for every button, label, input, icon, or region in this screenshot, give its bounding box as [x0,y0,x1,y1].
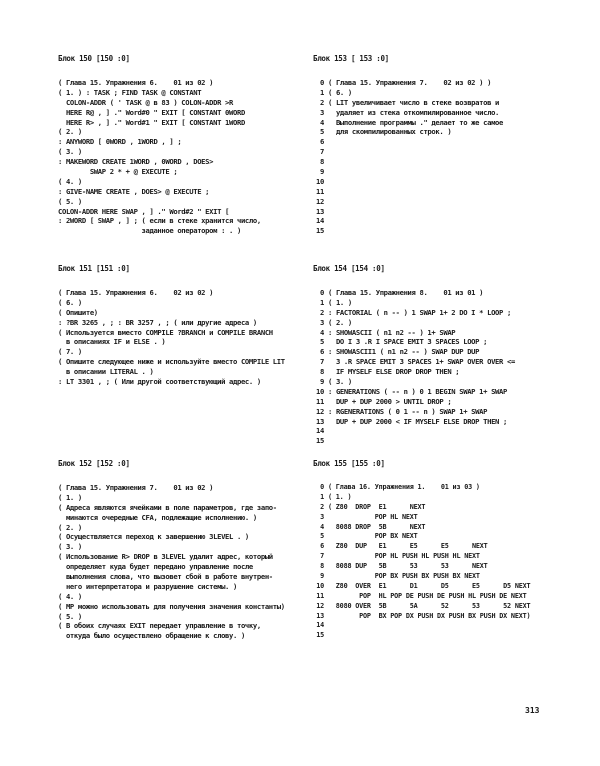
line-text: ( Опишите) [58,307,98,317]
line-text: ( Адреса являются ячейками в поле параметров, где запо- [58,502,277,512]
line-text: в описании LITERAL . ) [58,367,154,377]
block-lines [58,288,313,387]
code-line [58,503,313,513]
code-line [313,157,568,167]
line-text: ( 4. ) [58,591,82,601]
line-text: ( MP можно использовать для получения значения константы) [58,601,285,611]
line-text: ( 2. ) [58,522,82,532]
block-header: Блок 155 [155 :0] [313,459,385,468]
code-line [313,631,568,641]
line-text: DUP + DUP 2000 > UNTIL DROP ; [328,396,452,406]
line-text: откуда было осуществлено обращение к слову. ) [58,631,245,641]
code-line [58,542,313,552]
line-text: ( Используется вместо COMPILE ?BRANCH и COMPILE BRANCH [58,327,273,337]
code-line [313,572,568,582]
code-line [58,328,313,338]
code-line [313,216,568,226]
line-text: COLON-ADDR HERE SWAP , ] ." Word#2 " EXIT [ [58,206,230,216]
line-text: минаются очередные CFA, подлежащие исполнению. ) [58,512,257,522]
line-text: : 2WORD [ SWAP , ] ; ( если в стеке хранится число, [58,216,261,226]
line-text: ( 3. ) [58,147,82,157]
code-line [313,167,568,177]
code-line [58,108,313,118]
code-line [313,621,568,631]
line-number: 11 [316,186,324,196]
line-number: 8 [320,157,324,167]
code-line [58,318,313,328]
code-line [58,523,313,533]
code-line [313,127,568,137]
line-text: ( Глава 15. Упражнения 7. 02 из 02 ) ) [328,78,492,87]
line-text: : ANYWORD [ 0WORD , 1WORD , ] ; [58,137,182,147]
code-line [58,357,313,367]
line-number: 4 [320,327,324,337]
line-number: 13 [316,416,324,426]
line-number: 7 [320,357,324,367]
code-line [313,582,568,592]
code-line [313,226,568,236]
line-text: Z80 DUP E1 E5 E5 NEXT [328,542,488,551]
line-number: 15 [316,436,324,446]
code-line [58,298,313,308]
line-text: DUP + DUP 2000 < IF MYSELF ELSE DROP THEN ; [328,416,507,426]
code-line [58,207,313,217]
code-line [58,157,313,167]
line-text: ( LIT увеличивает число в стеке возвратов и [328,97,500,107]
line-number: 1 [320,87,324,97]
line-text: ( Глава 15. Упражнения 6. 01 из 02 ) [58,78,214,87]
code-line [313,407,568,417]
line-number: 0 [320,483,324,491]
line-text: ( 1. ) [328,297,352,307]
code-line [313,426,568,436]
line-text: ( 3. ) [328,377,352,387]
line-text: для скомпилированных строк. ) [328,127,452,137]
code-line [313,436,568,446]
line-text: ( 3. ) [58,542,82,552]
line-text: : RGENERATIONS ( 0 1 -- n ) SWAP 1+ SWAP [328,406,488,416]
code-line [58,187,313,197]
code-line [58,216,313,226]
line-text: выполнения слова, что вызовет сбой в работе внутрен- [58,572,273,582]
block-155 [313,459,568,641]
code-line [313,493,568,503]
code-line [313,367,568,377]
line-text: : GENERATIONS ( -- n ) 0 1 BEGIN SWAP 1+ SWAP [328,386,507,396]
line-text: 8080 OVER 5B 5A 52 53 52 NEXT [328,601,531,610]
block-lines [313,78,568,236]
code-line [313,88,568,98]
line-number: 14 [316,621,324,630]
line-number: 14 [316,216,324,226]
code-line [313,483,568,493]
line-number: 10 [316,581,324,590]
line-number: 15 [316,226,324,236]
line-text: ( Глава 15. Упражнения 6. 02 из 02 ) [58,288,214,297]
line-number: 9 [320,167,324,177]
line-text: POP BX POP DX PUSH DX PUSH BX PUSH DX NEXT) [328,611,531,620]
line-text: ( 4. ) [58,176,82,186]
line-text: него интерпретатора и разрушение системы. ) [58,581,237,591]
code-line [58,197,313,207]
line-text: ( 2. ) [58,127,82,137]
line-text: POP HL PUSH HL PUSH HL NEXT [328,552,480,561]
block-header: Блок 152 [152 :0] [58,459,130,468]
code-line [58,621,313,631]
block-header: Блок 150 [150 :0] [58,54,130,63]
line-text: Z80 OVER E1 D1 D5 E5 D5 NEXT [328,581,531,590]
line-number: 12 [316,601,324,610]
line-number: 7 [320,147,324,157]
block-152 [58,459,313,641]
code-line [313,592,568,602]
line-text: POP BX PUSH BX PUSH BX NEXT [328,572,480,581]
code-line [58,308,313,318]
code-line [313,298,568,308]
line-text: : LT 3301 , ; ( Или другой соответствующий адрес. ) [58,377,261,387]
code-line [313,552,568,562]
line-number: 3 [320,317,324,327]
line-number: 3 [320,512,324,521]
line-text: DO I 3 .R I SPACE EMIT 3 SPACES LOOP ; [328,337,488,347]
line-text: в описаниях IF и ELSE . ) [58,337,166,347]
line-number: 10 [316,386,324,396]
line-number: 15 [316,631,324,640]
code-line [58,167,313,177]
code-line [58,572,313,582]
line-text: ( В обоих случаях EXIT передает управление в точку, [58,621,261,631]
code-line [313,612,568,622]
line-text: : SHOWASCII1 ( n1 n2 -- ) SWAP DUP DUP [328,347,480,357]
block-151 [58,264,313,387]
line-number: 4 [320,117,324,127]
block-header: Блок 153 [ 153 :0] [313,54,389,63]
code-line [313,503,568,513]
code-line [313,108,568,118]
line-text: ( 2. ) [328,317,352,327]
block-150 [58,54,313,236]
line-text: ( 5. ) [58,611,82,621]
code-line [58,137,313,147]
code-line [313,337,568,347]
code-line [313,542,568,552]
code-line [313,347,568,357]
code-line [313,387,568,397]
code-line [58,367,313,377]
line-text: : MAKEWORD CREATE 1WORD , 0WORD , DOES> [58,157,214,167]
code-line [58,493,313,503]
code-line [313,562,568,572]
line-text: заданное оператором : . ) [58,226,241,236]
code-line [313,523,568,533]
line-text: Выполнение программы ." делает то же самое [328,117,503,127]
code-line [58,177,313,187]
code-line [313,513,568,523]
line-text: 8088 DUP 5B 53 53 NEXT [328,562,488,571]
line-text: ( 1. ) : TASK ; FIND TASK @ CONSTANT [58,87,202,97]
line-text: COLON-ADDR ( ' TASK @ в 83 ) COLON-ADDR >R [58,97,233,107]
line-number: 2 [320,97,324,107]
line-text: POP BX NEXT [328,532,418,541]
code-line [58,147,313,157]
block-lines [58,78,313,236]
line-text: ( 6. ) [328,87,352,97]
block-154 [313,264,568,446]
line-text: : GIVE-NAME CREATE , DOES> @ EXECUTE ; [58,186,210,196]
line-text: ( Использование R> DROP в 3LEVEL удалит адрес, который [58,552,273,562]
line-number: 0 [320,78,324,87]
code-line [313,357,568,367]
line-text: : ?BR 3265 , ; : BR 3257 , ; ( или другие адреса ) [58,317,257,327]
line-number: 12 [316,406,324,416]
code-line [313,197,568,207]
line-text: ( Глава 15. Упражнения 7. 01 из 02 ) [58,483,214,492]
line-text: ( Глава 15. Упражнения 8. 01 из 01 ) [328,288,484,297]
code-line [58,377,313,387]
line-text: SWAP 2 * + @ EXECUTE ; [58,167,178,177]
line-number: 9 [320,377,324,387]
line-number: 1 [320,297,324,307]
code-line [58,88,313,98]
code-line [58,337,313,347]
line-text: удаляет из стека откомпилированное число. [328,107,500,117]
line-text: : SHOWASCII ( n1 n2 -- ) 1+ SWAP [328,327,456,337]
code-line [313,137,568,147]
line-text: ( Глава 16. Упражнения 1. 01 из 03 ) [328,483,480,491]
line-text: 8088 DROP 5B NEXT [328,522,426,531]
page-number: 313 [525,706,540,715]
code-line [313,397,568,407]
code-line [58,226,313,236]
line-text: ( 6. ) [58,297,82,307]
line-text: ( 1. ) [58,492,82,502]
line-number: 11 [316,591,324,600]
block-lines [313,288,568,446]
line-number: 11 [316,396,324,406]
line-number: 8 [320,562,324,571]
line-number: 5 [320,337,324,347]
line-number: 12 [316,196,324,206]
code-line [58,347,313,357]
line-number: 2 [320,307,324,317]
line-number: 6 [320,347,324,357]
code-line [58,532,313,542]
line-text: POP HL POP DE PUSH DE PUSH HL PUSH DE NEXT [328,591,527,600]
line-number: 6 [320,542,324,551]
code-line [313,98,568,108]
line-text: : FACTORIAL ( n -- ) 1 SWAP 1+ 2 DO I * LOOP ; [328,307,511,317]
line-text: определяет куда будет передано управление после [58,562,253,572]
code-line [313,118,568,128]
line-number: 4 [320,522,324,531]
code-line [58,127,313,137]
line-text: ( Осуществляется переход к завершению 3LEVEL . ) [58,532,249,542]
code-line [58,552,313,562]
code-line [313,207,568,217]
line-number: 3 [320,107,324,117]
code-line [58,592,313,602]
code-line [313,288,568,298]
line-number: 14 [316,426,324,436]
line-text: ( 5. ) [58,196,82,206]
code-line [313,187,568,197]
line-text: ( 1. ) [328,492,352,501]
code-line [313,308,568,318]
code-line [313,532,568,542]
code-line [58,582,313,592]
code-line [58,288,313,298]
line-number: 1 [320,492,324,501]
code-line [58,98,313,108]
code-line [313,602,568,612]
line-text: POP HL NEXT [328,512,418,521]
line-text: HERE R> , ] ." Word#1 " EXIT [ CONSTANT 1WORD [58,117,245,127]
line-number: 2 [320,502,324,511]
line-text: ( 7. ) [58,347,82,357]
code-line [58,513,313,523]
block-lines [58,483,313,641]
line-number: 13 [316,611,324,620]
line-number: 10 [316,176,324,186]
block-153 [313,54,568,236]
line-text: IF MYSELF ELSE DROP DROP THEN ; [328,367,460,377]
line-number: 5 [320,532,324,541]
block-header: Блок 154 [154 :0] [313,264,385,273]
code-line [58,483,313,493]
code-line [313,147,568,157]
block-header: Блок 151 [151 :0] [58,264,130,273]
line-text: ( Z80 DROP E1 NEXT [328,502,426,511]
code-line [313,318,568,328]
line-number: 8 [320,367,324,377]
line-number: 5 [320,127,324,137]
line-text: ( Опишите следующее ниже и используйте вместо COMPILE LIT [58,357,285,367]
block-lines [313,483,568,641]
line-text: HERE R@ , ] ." Word#0 " EXIT [ CONSTANT 0WORD [58,107,245,117]
code-line [58,602,313,612]
code-line [58,78,313,88]
code-line [313,377,568,387]
code-line [313,417,568,427]
code-line [313,328,568,338]
line-number: 13 [316,206,324,216]
line-number: 7 [320,552,324,561]
line-text: 3 .R SPACE EMIT 3 SPACES 1+ SWAP OVER OVER <= [328,357,515,367]
line-number: 0 [320,288,324,297]
code-line [58,612,313,622]
code-line [58,118,313,128]
line-number: 6 [320,137,324,147]
code-line [58,631,313,641]
code-line [313,78,568,88]
code-line [58,562,313,572]
code-line [313,177,568,187]
line-number: 9 [320,572,324,581]
